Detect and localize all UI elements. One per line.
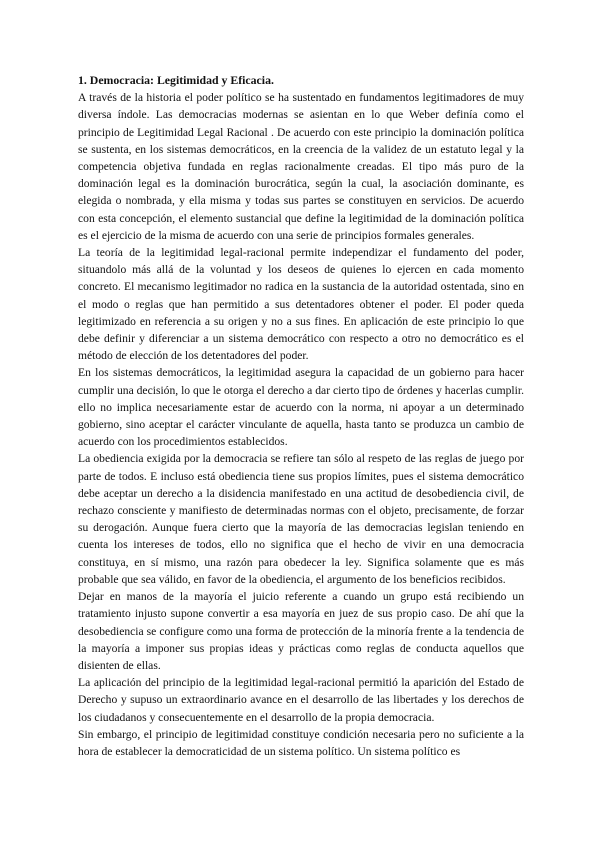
paragraph-sin-embargo: Sin embargo, el principio de legitimidad constituye condición necesaria pero no suficiente a la hora de establecer la democraticidad de un sistema político. Un sistema político es: [78, 727, 524, 758]
paragraph-mayoria: Dejar en manos de la mayoría el juicio referente a cuando un grupo está recibiendo un tratamiento injusto supone convertir a esa mayoría en juez de sus propio caso. De ahí que la desobediencia se configure como una forma de protección de la minoría frente a la tendencia de la mayoría a imponer sus propias ideas y prácticas como reglas de conducta aquellos que disienten de ellas.: [78, 590, 524, 672]
paragraph-sistemas-democraticos: En los sistemas democráticos, la legitimidad asegura la capacidad de un gobierno para hacer cumplir una decisión, lo que le otorga el derecho a dar cierto tipo de órdenes y hacerlas cumplir. ello no implica necesariamente estar de acuerdo con la norma, ni apoyar a un determinado gobierno, sino aceptar el carácter vinculante de aquella, hasta tanto se produzca un cambio de acuerdo con los procedimientos establecidos.: [78, 366, 524, 449]
paragraph-obediencia: La obediencia exigida por la democracia se refiere tan sólo al respeto de las reglas de juego por parte de todos. E incluso está obediencia tiene sus propios límites, pues el sistema democrático debe aceptar un derecho a la disidencia manifestado en una actitud de desobediencia civil, de rechazo consciente y manifiesto de determinadas normas con el objeto, precisamente, de forzar su derogación. Aunque fuera cierto que la mayoría de las democracias legislan teniendo en cuenta los intereses de todos, ello no significa que el hecho de vivir en una democracia constituya, en sí mismo, una razón para obedecer la ley. Significa solamente que es más probable que sea válido, en favor de la obediencia, el argumento de los beneficios recibidos.: [78, 452, 524, 586]
paragraph-legitimidad-legal-racional: A través de la historia el poder político se ha sustentado en fundamentos legitimadores de muy diversa índole. Las democracias modernas se asientan en lo que Weber definía como el principio de Legitimidad Legal Racional . De acuerdo con este principio la dominación política se sustenta, en los sistemas democráticos, en la creencia de la validez de un estatuto legal y la competencia objetiva fundada en reglas racionalmente creadas. El tipo más puro de la dominación legal es la dominación burocrática, según la cual, la asociación dominante, es elegida o nombrada, y ella misma y todas sus partes se constituyen en servicios. De acuerdo con esta concepción, el elemento sustancial que define la legitimidad de la dominación política es el ejercicio de la misma de acuerdo con una serie de principios formales generales.: [78, 91, 524, 242]
paragraph-estado-de-derecho: La aplicación del principio de la legitimidad legal-racional permitió la aparición del Estado de Derecho y supuso un extraordinario avance en el desarrollo de las libertades y los derechos de los ciudadanos y consecuentemente en el desarrollo de la propia democracia.: [78, 676, 524, 724]
paragraph-teoria-legitimidad: La teoría de la legitimidad legal-racional permite independizar el fundamento del poder, situandolo más allá de la voluntad y los deseos de quienes lo ejercen en cada momento concreto. El mecanismo legitimador no radica en la sustancia de la autoridad ostentada, sino en el modo o reglas que han permitido a sus detentadores obtener el poder. El poder queda legitimizado en referencia a su origen y no a sus fines. En aplicación de este principio lo que debe definir y diferenciar a un sistema democrático con respecto a otro no democrático es el método de elección de los detentadores del poder.: [78, 246, 524, 363]
section-heading: 1. Democracia: Legitimidad y Eficacia.: [78, 73, 274, 87]
document-body: [78, 72, 524, 760]
